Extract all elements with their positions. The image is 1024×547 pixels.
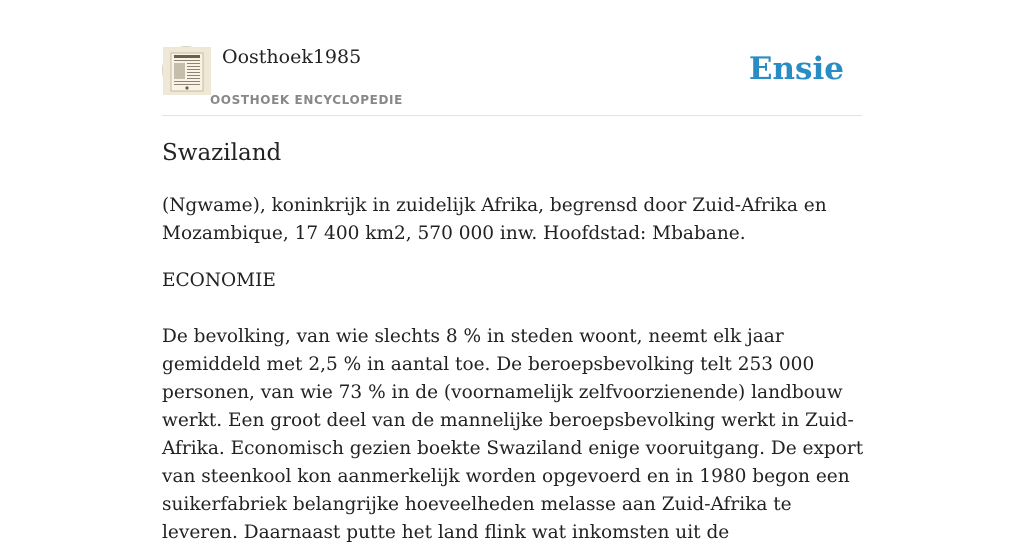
article-title: Swaziland xyxy=(162,140,282,166)
article-body xyxy=(162,192,867,547)
section-heading: ECONOMIE xyxy=(162,270,276,291)
source-label[interactable]: OOSTHOEK ENCYCLOPEDIE xyxy=(210,93,403,107)
encyclopedia-page-thumbnail-icon[interactable] xyxy=(162,46,210,94)
article-header xyxy=(162,44,862,116)
avatar-image xyxy=(163,47,211,95)
brand-logo[interactable]: Ensie xyxy=(748,51,844,87)
author-name[interactable]: Oosthoek1985 xyxy=(222,46,362,68)
article-intro: (Ngwame), koninkrijk in zuidelijk Afrika, begrensd door Zuid-Afrika en Mozambique, 17 400 km2, 570 000 inw. Hoofdstad: Mbabane. xyxy=(162,195,827,244)
section-paragraph: De bevolking, van wie slechts 8 % in steden woont, neemt elk jaar gemiddeld met 2,5 % in aantal toe. De beroepsbevolking telt 253 000 personen, van wie 73 % in de (voornamelijk zelfvoorzienende) landbouw werkt. Een groot deel van de mannelijke beroepsbevolking werkt in Zuid-Afrika. Economisch gezien boekte Swaziland enige vooruitgang. De export van steenkool kon aanmerkelijk worden opgevoerd en in 1980 begon een suikerfabriek belangrijke hoeveelheden melasse aan Zuid-Afrika te leveren. Daarnaast putte het land flink wat inkomsten uit de xyxy=(162,326,864,543)
